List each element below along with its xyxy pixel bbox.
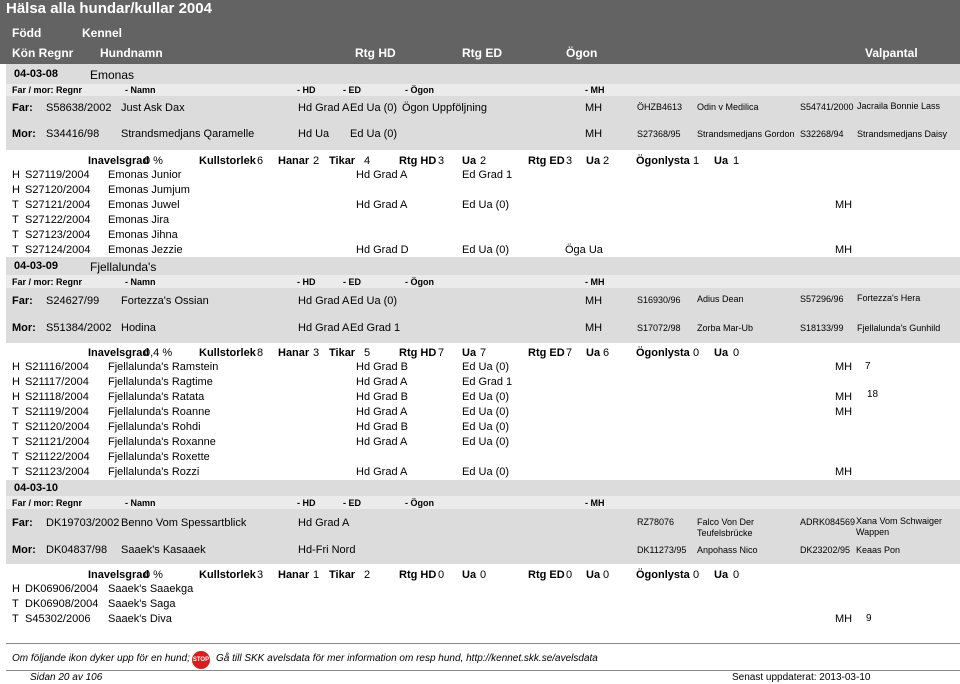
last-updated: Senast uppdaterat: 2013-03-10 (732, 672, 871, 683)
pup-sex: H (12, 376, 20, 388)
mor-ed: Ed Ua (0) (350, 128, 398, 140)
mor-mh: MH (585, 128, 603, 140)
pup-regnr: S21122/2004 (25, 451, 90, 463)
stat-rtg-ed-label: Rtg ED (528, 155, 565, 167)
pup-regnr: S21121/2004 (25, 436, 90, 448)
far-regnr: S58638/2002 (46, 102, 112, 114)
stat-ua-ed-label: Ua (586, 347, 601, 359)
pup-valpantal: 7 (865, 361, 871, 372)
sub-ed: - ED (343, 498, 361, 508)
stat-inavelsgrad-value: 0 % (144, 155, 163, 167)
far-parent2-name: Fortezza's Hera (857, 293, 921, 303)
mor-mh: MH (585, 322, 603, 334)
mor-parent2-name: Fjellalunda's Gunhild (857, 323, 941, 333)
stat-ua-ogon-value: 0 (733, 347, 740, 359)
sub-namn: - Namn (125, 277, 156, 287)
far-name: Benno Vom Spessartblick (121, 517, 247, 529)
far-hd: Hd Grad A (298, 102, 350, 114)
pup-sex: T (12, 199, 19, 211)
mor-parent2-regnr: S32268/94 (800, 129, 844, 139)
col-kennel: Kennel (82, 26, 123, 40)
mor-parent1-name: Strandsmedjans Gordon (697, 129, 795, 139)
mor-parent1-regnr: S17072/98 (637, 323, 681, 333)
litter-date: 04-03-09 (14, 260, 59, 272)
sub-hd: - HD (297, 85, 316, 95)
pup-sex: H (12, 184, 20, 196)
litter-kennel: Emonas (90, 68, 135, 82)
stat-hanar-value: 3 (313, 347, 320, 359)
pup-regnr: S21118/2004 (25, 391, 89, 403)
pup-hd: Hd Grad D (356, 244, 409, 256)
pup-ed: Ed Ua (0) (462, 244, 510, 256)
pup-regnr: S27121/2004 (25, 199, 91, 211)
pup-sex: T (12, 436, 19, 448)
litter-date: 04-03-08 (14, 68, 59, 80)
stat-ogonlysta-value: 0 (693, 569, 700, 581)
far-hd: Hd Grad A (298, 295, 350, 307)
pup-ed: Ed Grad 1 (462, 169, 513, 181)
mor-name: Saaek's Kasaaek (121, 544, 206, 556)
far-mh: MH (585, 102, 603, 114)
far-parent1-regnr: ÖHZB4613 (637, 102, 683, 112)
stat-kullstorlek-label: Kullstorlek (199, 347, 256, 359)
pup-valpantal: 9 (866, 613, 872, 624)
stat-rtg-hd-value: 0 (438, 569, 445, 581)
stat-ua-hd-value: 0 (480, 569, 487, 581)
far-label: Far: (12, 517, 33, 529)
sub-hd: - HD (297, 498, 316, 508)
mor-parent2-regnr: S18133/99 (800, 323, 844, 333)
col-rtg-hd: Rtg HD (355, 46, 396, 60)
pup-regnr: S21123/2004 (25, 466, 90, 478)
stat-ua-hd-label: Ua (462, 347, 477, 359)
mor-parent2-regnr: DK23202/95 (800, 545, 851, 555)
stat-rtg-ed-label: Rtg ED (528, 569, 565, 581)
stat-rtg-ed-value: 3 (566, 155, 573, 167)
pup-name: Emonas Jihna (108, 229, 178, 241)
pup-hd: Hd Grad A (356, 406, 408, 418)
stat-ua-hd-label: Ua (462, 569, 477, 581)
far-regnr: S24627/99 (46, 295, 100, 307)
stat-ua-ogon-label: Ua (714, 569, 729, 581)
stat-hanar-label: Hanar (278, 155, 310, 167)
stat-hanar-label: Hanar (278, 569, 310, 581)
mor-parent1-regnr: S27368/95 (637, 129, 681, 139)
mor-label: Mor: (12, 544, 36, 556)
pup-name: Fjellalunda's Roxanne (108, 436, 216, 448)
mor-parent1-regnr: DK11273/95 (637, 545, 687, 555)
footer-avelsdata-link[interactable]: Gå till SKK avelsdata för mer information om resp hund, http://kennet.skk.se/avelsdata (216, 653, 598, 664)
pup-regnr: S27120/2004 (25, 184, 91, 196)
pup-regnr: S27122/2004 (25, 214, 91, 226)
pup-sex: T (12, 421, 19, 433)
report-header (0, 0, 960, 64)
pup-ed: Ed Grad 1 (462, 376, 513, 388)
stat-rtg-hd-label: Rtg HD (399, 569, 437, 581)
stat-tikar-label: Tikar (329, 347, 356, 359)
col-hundnamn: Hundnamn (100, 46, 163, 60)
far-ed: Ed Ua (0) (350, 102, 398, 114)
far-hd: Hd Grad A (298, 517, 350, 529)
stat-kullstorlek-label: Kullstorlek (199, 155, 256, 167)
litter-date: 04-03-10 (14, 482, 59, 494)
stat-kullstorlek-label: Kullstorlek (199, 569, 256, 581)
pup-regnr: S21117/2004 (25, 376, 89, 388)
footer-divider (6, 670, 960, 671)
pup-regnr: S21116/2004 (25, 361, 89, 373)
pup-hd: Hd Grad A (356, 466, 408, 478)
stat-ua-ogon-label: Ua (714, 347, 729, 359)
pup-name: Saaek's Saga (108, 598, 176, 610)
far-ogon: Ögon Uppföljning (402, 102, 488, 114)
pup-regnr: S27123/2004 (25, 229, 91, 241)
pup-name: Fjellalunda's Ramstein (108, 361, 219, 373)
stat-ua-ogon-label: Ua (714, 155, 729, 167)
pup-mh: MH (835, 613, 853, 625)
pup-name: Emonas Jira (108, 214, 170, 226)
mor-parent2-name: Keaas Pon (856, 545, 901, 555)
pup-name: Fjellalunda's Ratata (108, 391, 205, 403)
far-parent2-regnr: S54741/2000 (800, 102, 854, 112)
sub-ogon: - Ögon (405, 277, 434, 287)
stat-inavelsgrad-label: Inavelsgrad (88, 347, 150, 359)
mor-parent1-name: Anpohass Nico (697, 545, 758, 555)
pup-name: Fjellalunda's Rozzi (108, 466, 200, 478)
pup-sex: T (12, 598, 19, 610)
stat-ua-ed-value: 0 (603, 569, 610, 581)
col-fodd: Född (12, 26, 42, 40)
far-parent1-regnr: RZ78076 (637, 517, 675, 527)
pup-name: Emonas Junior (108, 169, 182, 181)
pup-name: Fjellalunda's Roanne (108, 406, 211, 418)
pup-mh: MH (835, 391, 853, 403)
sub-parents: Far / mor: Regnr (12, 277, 83, 287)
pup-ed: Ed Ua (0) (462, 466, 510, 478)
mor-hd: Hd Ua (298, 128, 330, 140)
pup-hd: Hd Grad A (356, 376, 408, 388)
pup-regnr: DK06908/2004 (25, 598, 99, 610)
mor-parent1-name: Zorba Mar-Ub (697, 323, 754, 333)
mor-regnr: DK04837/98 (46, 544, 108, 556)
pup-name: Emonas Jumjum (108, 184, 190, 196)
far-mh: MH (585, 295, 603, 307)
far-parent2-regnr: ADRK084569 (800, 517, 856, 527)
stat-tikar-label: Tikar (329, 155, 356, 167)
far-name: Fortezza's Ossian (121, 295, 209, 307)
pup-hd: Hd Grad B (356, 391, 408, 403)
sub-namn: - Namn (125, 498, 156, 508)
pup-sex: H (12, 583, 20, 595)
mor-parent2-name: Strandsmedjans Daisy (857, 129, 948, 139)
stat-hanar-label: Hanar (278, 347, 310, 359)
sub-hd: - HD (297, 277, 316, 287)
stat-ua-ed-value: 6 (603, 347, 610, 359)
far-label: Far: (12, 295, 33, 307)
pup-name: Saaek's Saaekga (108, 583, 194, 595)
stat-rtg-ed-value: 0 (566, 569, 573, 581)
mor-name: Strandsmedjans Qaramelle (121, 128, 255, 140)
pup-name: Fjellalunda's Rohdi (108, 421, 201, 433)
mor-ed: Ed Grad 1 (350, 322, 401, 334)
stat-ua-ed-value: 2 (603, 155, 610, 167)
stat-hanar-value: 1 (313, 569, 320, 581)
pup-hd: Hd Grad A (356, 436, 408, 448)
sub-mh: - MH (585, 85, 605, 95)
stat-kullstorlek-value: 8 (257, 347, 264, 359)
sub-mh: - MH (585, 498, 605, 508)
pup-sex: T (12, 406, 19, 418)
stat-tikar-value: 4 (364, 155, 371, 167)
pup-name: Emonas Jezzie (108, 244, 183, 256)
col-kon-regnr: Kön Regnr (12, 46, 74, 60)
far-regnr: DK19703/2002 (46, 517, 120, 529)
stat-hanar-value: 2 (313, 155, 320, 167)
pup-regnr: DK06906/2004 (25, 583, 99, 595)
stat-ogonlysta-label: Ögonlysta (636, 155, 690, 167)
stat-ogonlysta-value: 1 (693, 155, 700, 167)
report-title: Hälsa alla hundar/kullar 2004 (6, 0, 212, 17)
stat-kullstorlek-value: 6 (257, 155, 264, 167)
mor-hd: Hd-Fri Nord (298, 544, 356, 556)
pup-mh: MH (835, 466, 853, 478)
pup-name: Emonas Juwel (108, 199, 180, 211)
sub-parents: Far / mor: Regnr (12, 85, 83, 95)
stat-rtg-hd-label: Rtg HD (399, 347, 437, 359)
pup-mh: MH (835, 406, 853, 418)
pup-mh: MH (835, 361, 853, 373)
pup-ed: Ed Ua (0) (462, 406, 510, 418)
col-rtg-ed: Rtg ED (462, 46, 502, 60)
far-parent2-regnr: S57296/96 (800, 294, 844, 304)
pup-ed: Ed Ua (0) (462, 421, 510, 433)
sub-ogon: - Ögon (405, 85, 434, 95)
mor-regnr: S51384/2002 (46, 322, 112, 334)
stat-ua-hd-label: Ua (462, 155, 477, 167)
pup-regnr: S21120/2004 (25, 421, 90, 433)
far-parent1-name: Adius Dean (697, 294, 744, 304)
far-parent1-regnr: S16930/96 (637, 295, 681, 305)
far-parent1-name: Falco Von Der Teufelsbrücke (697, 517, 755, 538)
pup-hd: Hd Grad B (356, 421, 408, 433)
pup-regnr: S27124/2004 (25, 244, 91, 256)
stat-tikar-label: Tikar (329, 569, 356, 581)
litter-date-band (6, 480, 960, 496)
pup-regnr: S21119/2004 (25, 406, 89, 418)
stat-ua-ogon-value: 0 (733, 569, 740, 581)
far-name: Just Ask Dax (121, 102, 185, 114)
pup-sex: T (12, 451, 19, 463)
pup-hd: Hd Grad A (356, 199, 408, 211)
stat-rtg-hd-value: 3 (438, 155, 445, 167)
pup-name: Saaek's Diva (108, 613, 172, 625)
mor-label: Mor: (12, 322, 36, 334)
stat-rtg-ed-value: 7 (566, 347, 573, 359)
stat-inavelsgrad-label: Inavelsgrad (88, 569, 150, 581)
far-parent2-name: Jacraila Bonnie Lass (857, 101, 941, 111)
pup-mh: MH (835, 244, 853, 256)
pup-mh: MH (835, 199, 853, 211)
stat-tikar-value: 2 (364, 569, 371, 581)
stat-ua-ed-label: Ua (586, 155, 601, 167)
stat-inavelsgrad-value: 0,4 % (144, 347, 173, 359)
pup-sex: H (12, 361, 20, 373)
stat-rtg-hd-label: Rtg HD (399, 155, 437, 167)
pup-name: Fjellalunda's Ragtime (108, 376, 213, 388)
pup-name: Fjellalunda's Roxette (108, 451, 210, 463)
stop-icon: STOP (192, 651, 210, 669)
sub-parents: Far / mor: Regnr (12, 498, 83, 508)
pup-regnr: S27119/2004 (25, 169, 90, 181)
stat-kullstorlek-value: 3 (257, 569, 264, 581)
footer-icon-note: Om följande ikon dyker upp för en hund; (12, 653, 190, 664)
pup-ed: Ed Ua (0) (462, 436, 510, 448)
pup-ed: Ed Ua (0) (462, 199, 510, 211)
pup-regnr: S45302/2006 (25, 613, 91, 625)
litter-date-band (6, 64, 960, 84)
pup-ogon: Öga Ua (565, 244, 603, 256)
sub-ogon: - Ögon (405, 498, 434, 508)
pup-sex: T (12, 244, 19, 256)
pup-ed: Ed Ua (0) (462, 391, 510, 403)
stat-ogonlysta-label: Ögonlysta (636, 347, 690, 359)
col-valpantal: Valpantal (865, 46, 918, 60)
footer-divider (6, 643, 960, 644)
far-label: Far: (12, 102, 33, 114)
sub-namn: - Namn (125, 85, 156, 95)
stat-inavelsgrad-label: Inavelsgrad (88, 155, 150, 167)
mor-name: Hodina (121, 322, 156, 334)
pup-sex: T (12, 229, 19, 241)
far-parent2-name: Xana Vom Schwaiger Wappen (856, 516, 943, 537)
stat-ua-ed-label: Ua (586, 569, 601, 581)
mor-label: Mor: (12, 128, 36, 140)
stat-rtg-ed-label: Rtg ED (528, 347, 565, 359)
stat-rtg-hd-value: 7 (438, 347, 445, 359)
page-number: Sidan 20 av 106 (30, 672, 103, 683)
pup-sex: T (12, 613, 19, 625)
stat-inavelsgrad-value: 0 % (144, 569, 163, 581)
pup-sex: T (12, 466, 19, 478)
sub-ed: - ED (343, 85, 361, 95)
pup-ed: Ed Ua (0) (462, 361, 510, 373)
pup-sex: T (12, 214, 19, 226)
pup-hd: Hd Grad A (356, 169, 408, 181)
stat-ogonlysta-value: 0 (693, 347, 700, 359)
stat-ogonlysta-label: Ögonlysta (636, 569, 690, 581)
pup-sex: H (12, 169, 20, 181)
col-ogon: Ögon (566, 46, 598, 60)
stat-ua-hd-value: 7 (480, 347, 487, 359)
sub-ed: - ED (343, 277, 361, 287)
pup-sex: H (12, 391, 20, 403)
stat-tikar-value: 5 (364, 347, 371, 359)
mor-hd: Hd Grad A (298, 322, 350, 334)
litter-kennel: Fjellalunda's (90, 260, 157, 274)
pup-valpantal: 18 (867, 389, 879, 400)
stat-ua-ogon-value: 1 (733, 155, 740, 167)
far-ed: Ed Ua (0) (350, 295, 398, 307)
stat-ua-hd-value: 2 (480, 155, 487, 167)
far-parent1-name: Odin v Medilica (697, 102, 759, 112)
mor-regnr: S34416/98 (46, 128, 100, 140)
sub-mh: - MH (585, 277, 605, 287)
pup-hd: Hd Grad B (356, 361, 408, 373)
